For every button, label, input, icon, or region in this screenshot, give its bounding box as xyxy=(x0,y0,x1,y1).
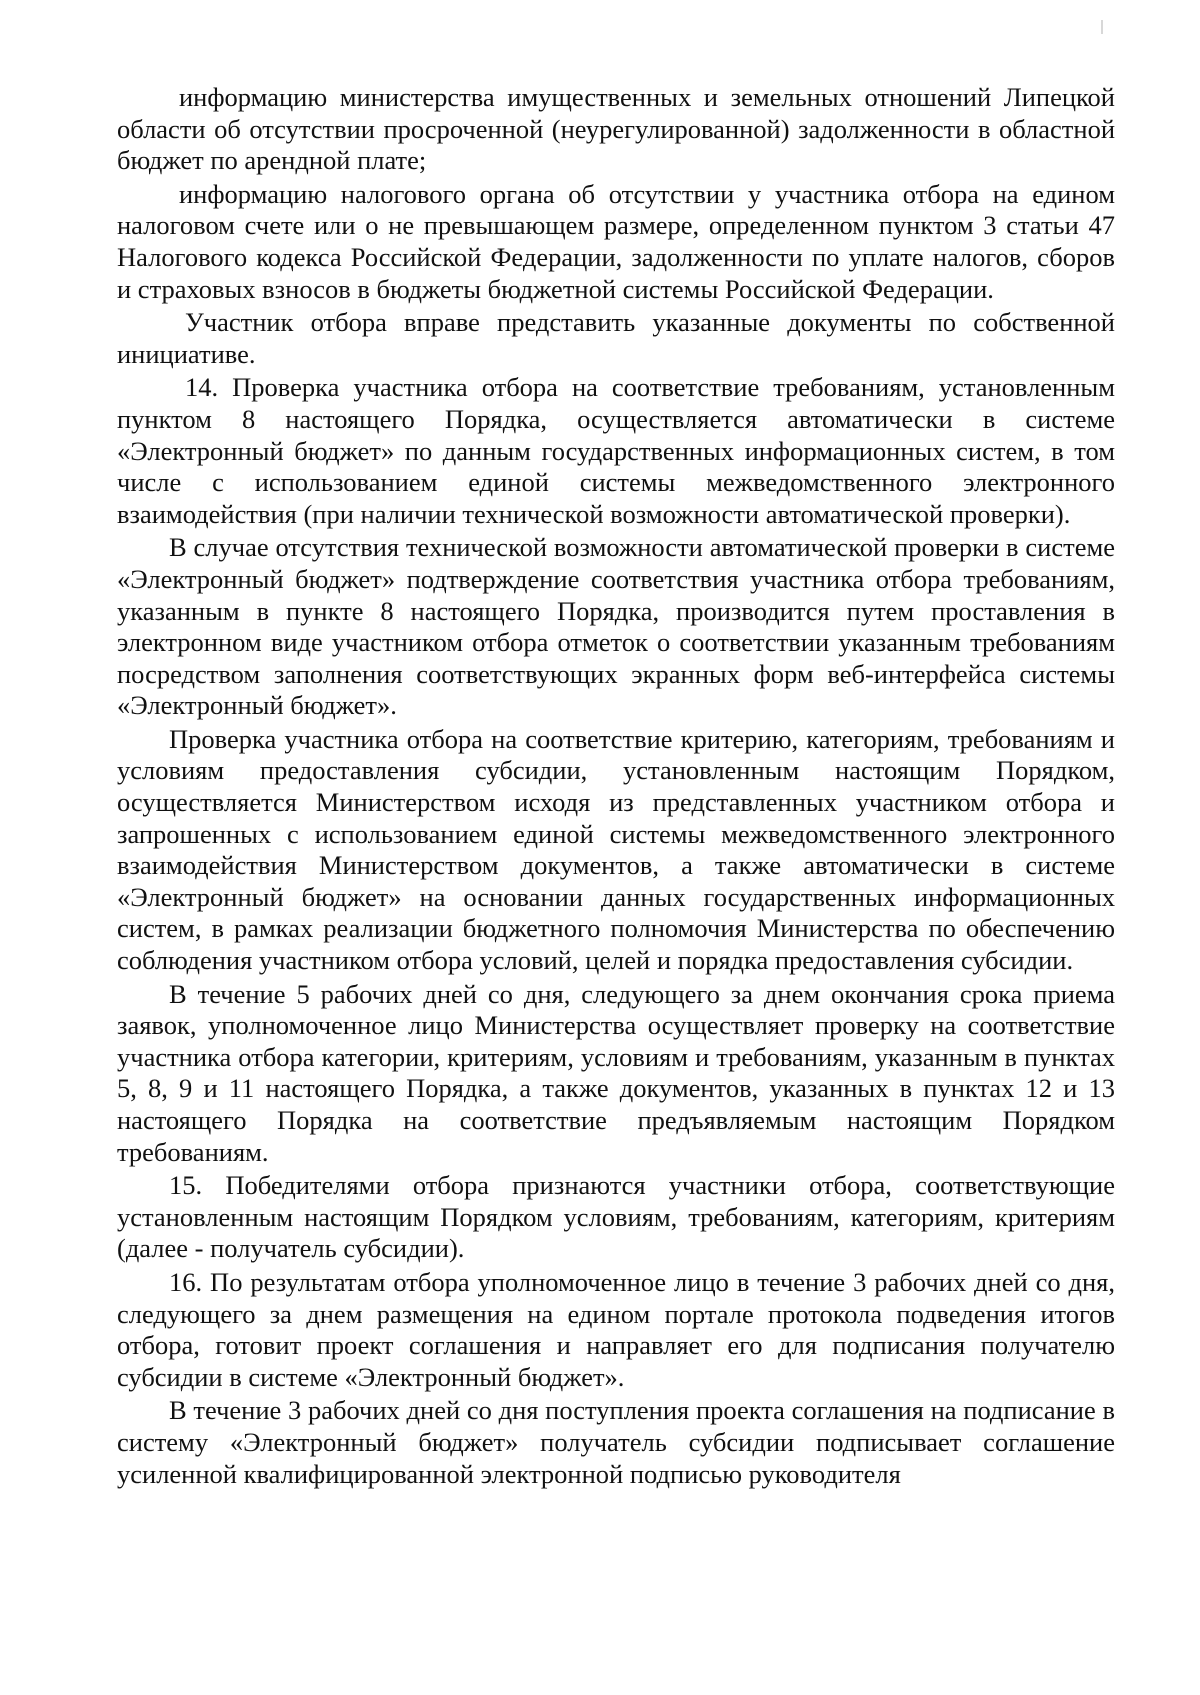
paragraph-item-14: 14. Проверка участника отбора на соответствие требованиям, установленным пунктом 8 настоящего Порядка, осуществляется автоматически в системе «Электронный бюджет» по данным государственных информационных систем, в том числе с использованием единой системы межведомственного электронного взаимодействия (при наличии технической возможности автоматической проверки). xyxy=(117,372,1115,529)
paragraph-no-technical-possibility: В случае отсутствия технической возможности автоматической проверки в системе «Электронный бюджет» подтверждение соответствия участника отбора требованиям, указанным в пункте 8 настоящего Порядка, производится путем проставления в электронном виде участником отбора отметок о соответствии указанным требованиям посредством заполнения соответствующих экранных форм веб-интерфейса системы «Электронный бюджет». xyxy=(117,532,1115,721)
paragraph-property-ministry-info: информацию министерства имущественных и земельных отношений Липецкой области об отсутствии просроченной (неурегулированной) задолженности в областной бюджет по арендной плате; xyxy=(117,82,1115,176)
paragraph-five-working-days: В течение 5 рабочих дней со дня, следующего за днем окончания срока приема заявок, уполномоченное лицо Министерства осуществляет проверку на соответствие участника отбора категории, критериям, условиям и требованиям, указанным в пунктах 5, 8, 9 и 11 настоящего Порядка, а также документов, указанных в пунктах 12 и 13 настоящего Порядка на соответствие предъявляемым настоящим Порядком требованиям. xyxy=(117,978,1115,1167)
scan-artifact-mark xyxy=(1101,20,1103,34)
paragraph-item-16: 16. По результатам отбора уполномоченное лицо в течение 3 рабочих дней со дня, следующего за днем размещения на едином портале протокола подведения итогов отбора, готовит проект соглашения и направляет его для подписания получателю субсидии в системе «Электронный бюджет». xyxy=(117,1266,1115,1392)
paragraph-tax-authority-info: информацию налогового органа об отсутствии у участника отбора на едином налоговом счете или о не превышающем размере, определенном пунктом 3 статьи 47 Налогового кодекса Российской Федерации, задолженности по уплате налогов, сборов и страховых взносов в бюджеты бюджетной системы Российской Федерации. xyxy=(117,178,1115,304)
paragraph-three-working-days: В течение 3 рабочих дней со дня поступления проекта соглашения на подписание в систему «Электронный бюджет» получатель субсидии подписывает соглашение усиленной квалифицированной электронной подписью руководителя xyxy=(117,1395,1115,1489)
paragraph-item-15: 15. Победителями отбора признаются участники отбора, соответствующие установленным настоящим Порядком условиям, требованиям, категориям, критериям (далее - получатель субсидии). xyxy=(117,1170,1115,1264)
paragraph-own-initiative: Участник отбора вправе представить указанные документы по собственной инициативе. xyxy=(117,307,1115,369)
document-body xyxy=(117,82,1115,1492)
paragraph-compliance-check: Проверка участника отбора на соответствие критерию, категориям, требованиям и условиям предоставления субсидии, установленным настоящим Порядком, осуществляется Министерством исходя из представленных участником отбора и запрошенных с использованием единой системы межведомственного электронного взаимодействия Министерством документов, а также автоматически в системе «Электронный бюджет» на основании данных государственных информационных систем, в рамках реализации бюджетного полномочия Министерства по обеспечению соблюдения участником отбора условий, целей и порядка предоставления субсидии. xyxy=(117,723,1115,976)
